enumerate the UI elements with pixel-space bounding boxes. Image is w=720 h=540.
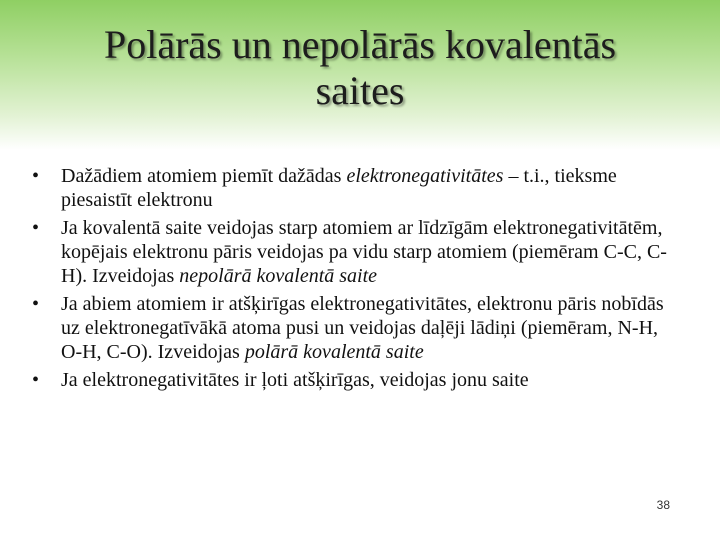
bullet-text: Dažādiem atomiem piemīt dažādas: [61, 165, 347, 187]
bullet-text-tail: – t.i., tieksme piesaistīt elektronu: [61, 165, 617, 211]
bullet-text: Ja abiem atomiem ir atšķirīgas elektronegativitātes, elektronu pāris nobīdās uz elektronegatīvākā atoma pusi un veidojas daļēji lādiņi (piemēram, N-H, O-H, C-O). Izveidojas: [61, 293, 664, 363]
bullet-emphasis: polārā kovalentā saite: [244, 341, 424, 363]
slide-title-line-1: Polārās un nepolārās kovalentās: [103, 22, 617, 67]
slide-number: 38: [656, 498, 670, 512]
bullet-item-1: [32, 164, 682, 212]
slide-title-line-2: saites: [315, 68, 405, 113]
bullet-emphasis: elektronegativitātes: [346, 165, 504, 187]
bullet-text: Ja kovalentā saite veidojas starp atomiem ar līdzīgām elektronegativitātēm, kopējais elektronu pāris veidojas pa vidu starp atomiem (piemēram C-C, C-H). Izveidojas: [61, 217, 667, 287]
bullet-item-4: [32, 368, 682, 392]
bullet-dot: •: [32, 293, 40, 315]
bullet-dot: •: [32, 165, 40, 187]
bullet-text: Ja elektronegativitātes ir ļoti atšķirīgas, veidojas jonu saite: [61, 369, 529, 391]
bullet-item-2: [32, 216, 682, 288]
bullet-dot: •: [32, 217, 40, 239]
bullet-item-3: [32, 292, 682, 364]
bullet-dot: •: [32, 369, 40, 391]
bullet-emphasis: nepolārā kovalentā saite: [179, 265, 378, 287]
bullet-list: [32, 164, 682, 396]
slide-title: [40, 22, 680, 114]
